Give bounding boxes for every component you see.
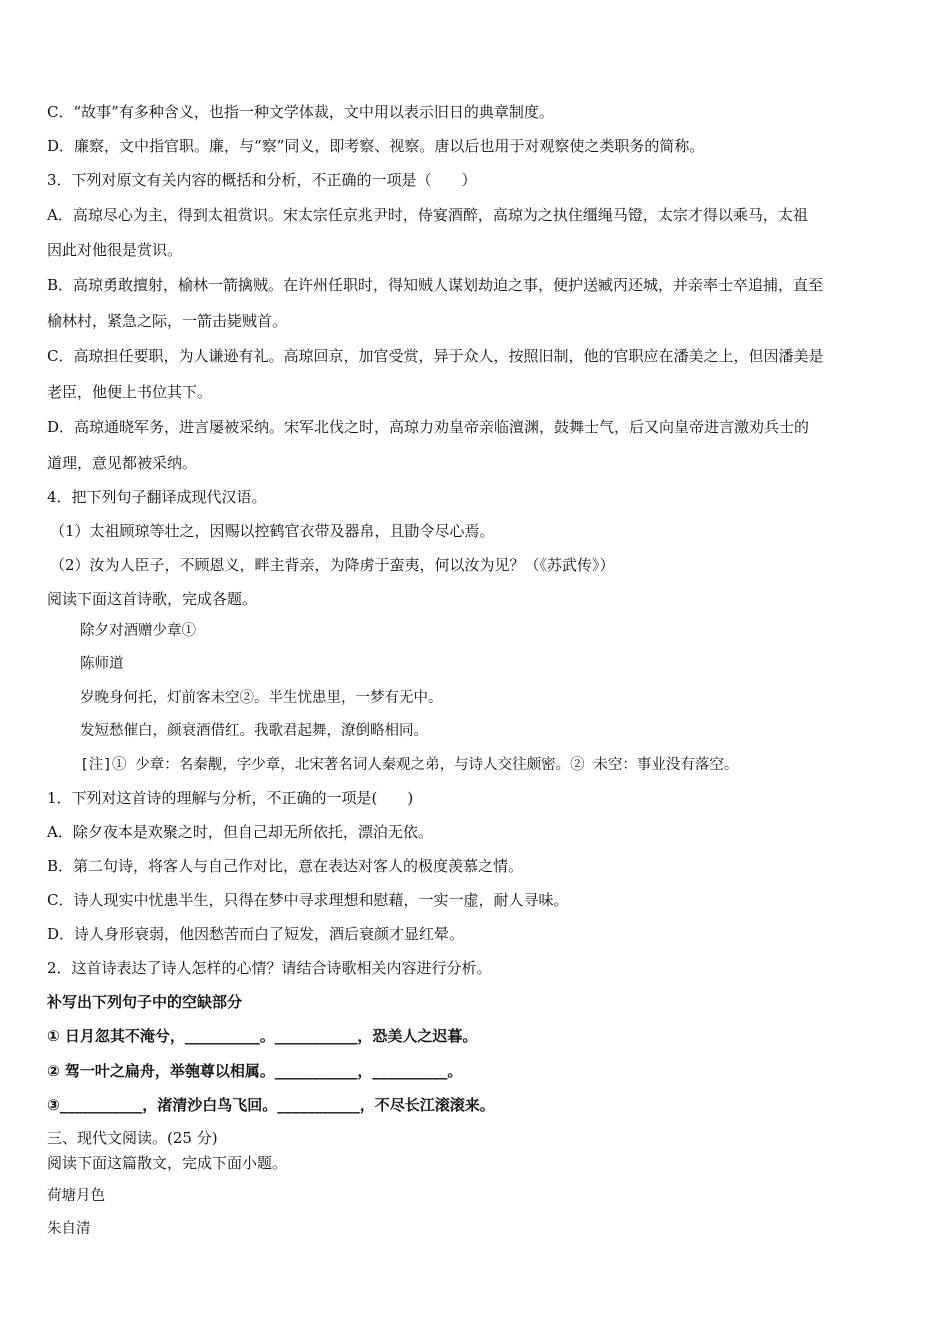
- fill-in-item1: ① 日月忽其不淹兮，__________。___________，恐美人之迟暮。: [47, 1027, 478, 1045]
- prev-option-d: D．廉察，文中指官职。廉，与“察”同义，即考察、视察。唐以后也用于对观察使之类职务的简称。: [47, 137, 705, 155]
- q3-option-b-line2: 榆林村，紧急之际，一箭击毙贼首。: [47, 312, 288, 330]
- q3-option-c-line2: 老臣，他便上书位其下。: [47, 383, 213, 401]
- q3-option-a-line1: A．高琼尽心为主，得到太祖赏识。宋太宗任京兆尹时，侍宴酒醉，高琼为之执住缰绳马镫，太宗才得以乘马，太祖: [47, 206, 808, 224]
- section3-intro: 阅读下面这篇散文，完成下面小题。: [47, 1154, 288, 1172]
- poem-title: 除夕对酒赠少章①: [80, 623, 196, 639]
- fill-in-item3: ③___________，渚清沙白鸟飞回。___________，不尽长江滚滚来。: [47, 1096, 495, 1114]
- poem-note: [注]① 少章：名秦觏，字少章，北宋著名词人秦观之弟，与诗人交往颇密。② 未空：事业没有落空。: [80, 757, 739, 773]
- poem-q1-option-b: B．第二句诗，将客人与自己作对比，意在表达对客人的极度羡慕之情。: [47, 857, 524, 875]
- prev-option-c: C．“故事”有多种含义，也指一种文学体裁，文中用以表示旧日的典章制度。: [47, 103, 554, 121]
- q3-option-d-line1: D．高琼通晓军务，进言屡被采纳。宋军北伐之时，高琼力劝皇帝亲临澶渊，鼓舞士气，后又向皇帝进言激劝兵士的: [47, 418, 810, 436]
- q3-option-a-line2: 因此对他很是赏识。: [47, 241, 183, 259]
- q3-option-c-line1: C．高琼担任要职，为人谦逊有礼。高琼回京，加官受赏，异于众人，按照旧制，他的官职应在潘美之上，但因潘美是: [47, 347, 824, 365]
- q4-item2: （2）汝为人臣子，不顾恩义，畔主背亲，为降虏于蛮夷，何以汝为见？（《苏武传》）: [50, 556, 615, 574]
- q4-item1: （1）太祖顾琼等壮之，因赐以控鹤官衣带及器帛，且勖令尽心焉。: [50, 522, 495, 540]
- fill-in-item2: ② 驾一叶之扁舟，举匏尊以相属。___________，__________。: [47, 1062, 463, 1080]
- section3-heading: 三、现代文阅读。(25 分): [47, 1129, 218, 1147]
- poem-q1-option-c: C．诗人现实中忧患半生，只得在梦中寻求理想和慰藉，一实一虚，耐人寻味。: [47, 891, 569, 909]
- poem-author: 陈师道: [80, 656, 124, 672]
- essay-title: 荷塘月色: [47, 1188, 105, 1204]
- fill-in-heading: 补写出下列句子中的空缺部分: [47, 993, 243, 1011]
- poem-q2-stem: 2．这首诗表达了诗人怎样的心情？请结合诗歌相关内容进行分析。: [47, 959, 492, 977]
- poem-intro: 阅读下面这首诗歌，完成各题。: [47, 590, 258, 608]
- poem-line1: 岁晚身何托，灯前客未空②。半生忧患里，一梦有无中。: [80, 690, 443, 706]
- poem-line2: 发短愁催白，颜衰酒借红。我歌君起舞，潦倒略相同。: [80, 723, 428, 739]
- poem-q1-stem: 1．下列对这首诗的理解与分析，不正确的一项是( ): [47, 789, 414, 807]
- poem-q1-option-d: D．诗人身形衰弱，他因愁苦而白了短发，酒后衰颜才显红晕。: [47, 925, 465, 943]
- q3-stem: 3．下列对原文有关内容的概括和分析，不正确的一项是（ ）: [47, 171, 477, 189]
- q3-option-d-line2: 道理，意见都被采纳。: [47, 454, 198, 472]
- poem-q1-option-a: A．除夕夜本是欢聚之时，但自己却无所依托，漂泊无依。: [47, 823, 433, 841]
- essay-author: 朱自清: [47, 1221, 91, 1237]
- q4-stem: 4．把下列句子翻译成现代汉语。: [47, 488, 267, 506]
- q3-option-b-line1: B．高琼勇敢擅射，榆林一箭擒贼。在许州任职时，得知贼人谋划劫迫之事，便护送臧丙还城，并亲率士卒追捕，直至: [47, 276, 824, 294]
